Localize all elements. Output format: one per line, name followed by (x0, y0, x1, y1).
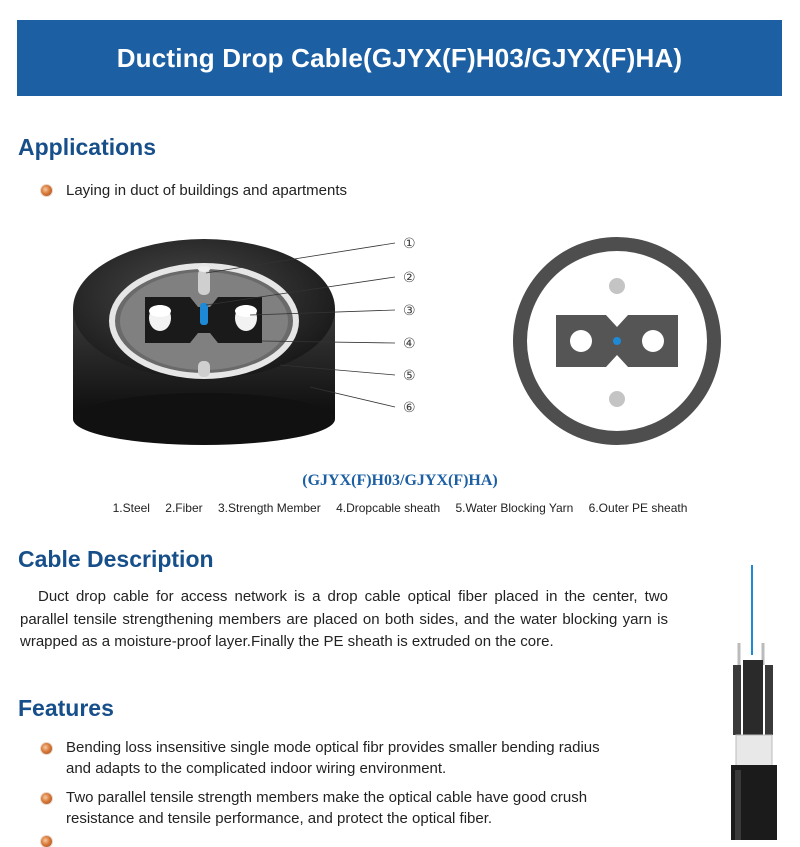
legend-item: 1.Steel (112, 501, 150, 515)
callout-3: ③ (403, 303, 416, 319)
callout-1: ① (403, 236, 416, 252)
feature-line: and adapts to the complicated indoor wiring environment. (66, 760, 447, 777)
orange-bullet-icon (41, 793, 52, 804)
diagram-caption: (GJYX(F)H03/GJYX(F)HA) (302, 472, 498, 489)
feature-line: Two parallel tensile strength members make the optical cable have good crush (66, 789, 588, 806)
stripped-cable-illustration (725, 565, 785, 840)
diagram-legend (0, 501, 800, 515)
feature-line: resistance and tensile performance, and protect the optical fiber. (66, 810, 493, 827)
legend-item: 4.Dropcable sheath (336, 501, 441, 515)
orange-bullet-icon (41, 185, 52, 196)
legend-item: 3.Strength Member (218, 501, 321, 515)
legend-item: 5.Water Blocking Yarn (455, 501, 574, 515)
page-title: Ducting Drop Cable(GJYX(F)H03/GJYX(F)HA) (116, 42, 683, 73)
title-banner (17, 20, 782, 96)
callout-2: ② (403, 270, 416, 286)
feature-item (66, 737, 666, 779)
fiber (200, 303, 208, 325)
callout-5: ⑤ (403, 368, 416, 384)
features-heading: Features (18, 695, 114, 721)
application-item: Laying in duct of buildings and apartments (66, 182, 348, 199)
feature-line: Bending loss insensitive single mode optical fibr provides smaller bending radius (66, 739, 600, 756)
legend-item: 2.Fiber (165, 501, 203, 515)
cable-2d-cross-section (513, 237, 721, 445)
cable-description-heading: Cable Description (18, 546, 214, 572)
cable-description-text: Duct drop cable for access network is a drop cable optical fiber placed in the center, two parallel tensile strengthening members are placed on both sides, and the water blocking yarn is wrapped as a moisture-proof layer.Finally the PE sheath is extruded on the core. (20, 588, 668, 650)
callout-4: ④ (403, 336, 416, 352)
orange-bullet-icon (41, 743, 52, 754)
cable-cross-section-diagram (0, 225, 800, 455)
applications-heading: Applications (18, 134, 157, 160)
legend-item: 6.Outer PE sheath (588, 501, 688, 515)
cable-3d-illustration (73, 239, 335, 445)
steel-wire (198, 361, 210, 377)
orange-bullet-icon (41, 836, 52, 847)
callout-6: ⑥ (403, 400, 416, 416)
feature-item (66, 787, 666, 829)
